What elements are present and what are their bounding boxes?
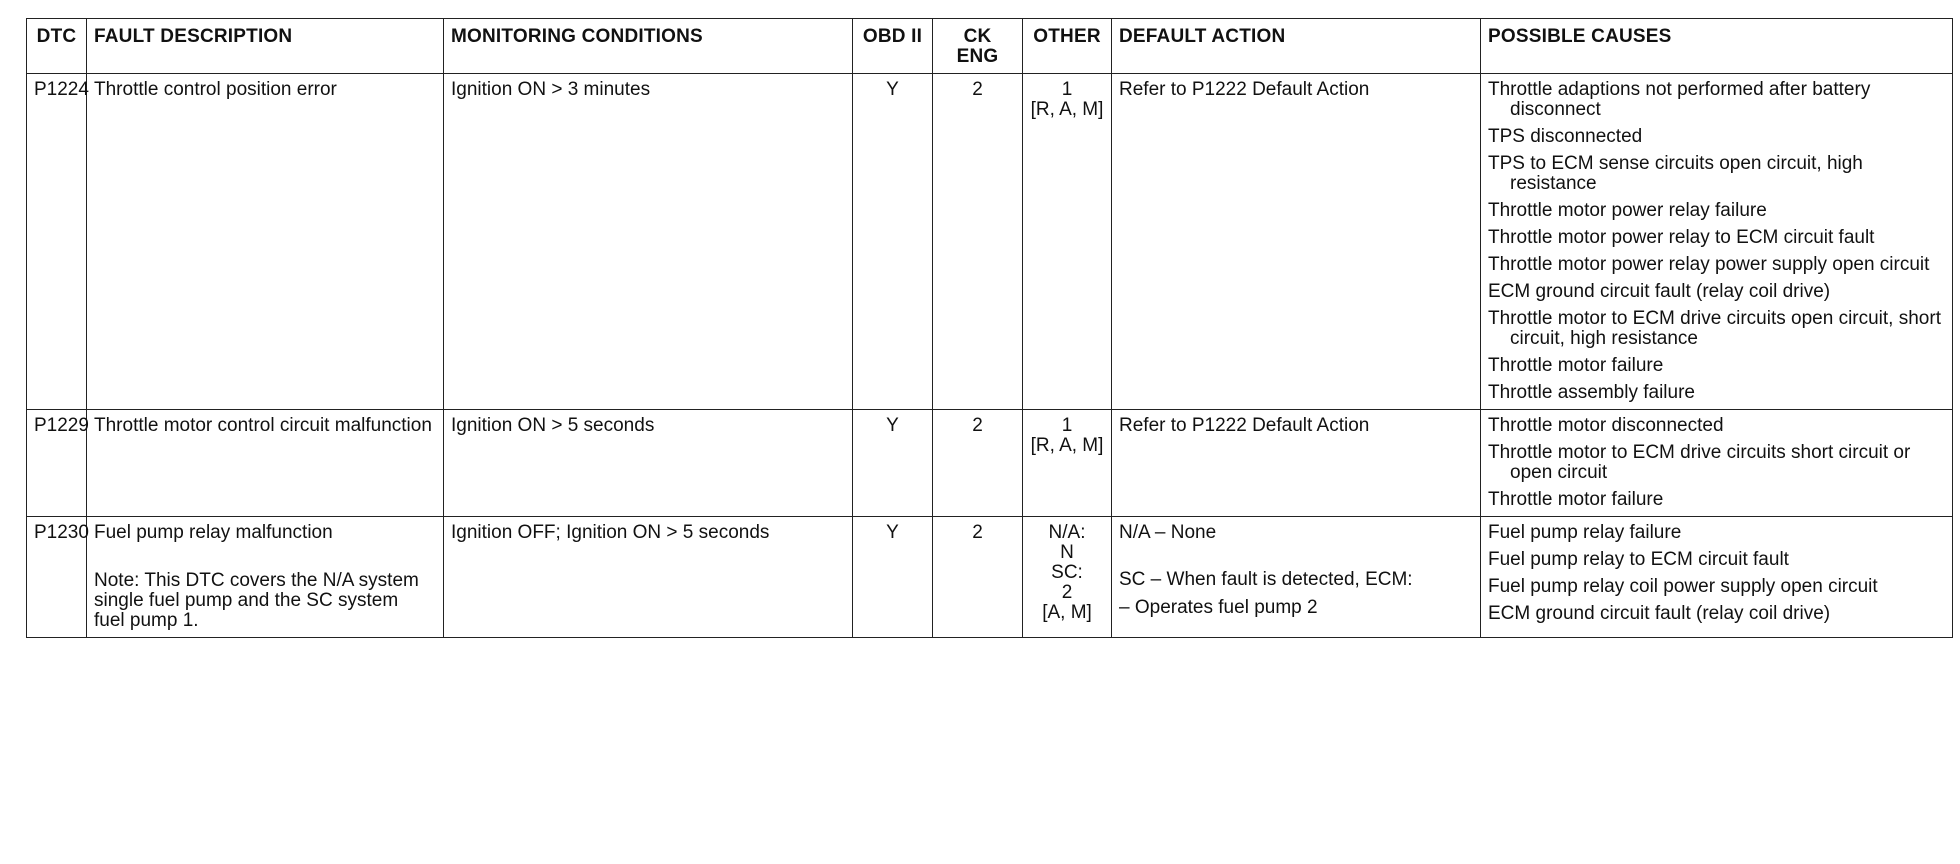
fault-description-cell xyxy=(87,517,444,638)
possible-cause-item: Fuel pump relay coil power supply open circuit xyxy=(1488,576,1878,597)
col-header-monitoring-conditions: MONITORING CONDITIONS xyxy=(444,19,853,74)
ck-eng-cell: 2 xyxy=(933,74,1023,410)
other-value: SC: xyxy=(1051,562,1083,583)
fault-note-text: Note: This DTC covers the N/A system single fuel pump and the SC system fuel pump 1. xyxy=(94,570,419,631)
fault-description-cell xyxy=(87,74,444,410)
dtc-code-cell: P1229 xyxy=(27,410,87,517)
possible-cause-item: ECM ground circuit fault (relay coil drive) xyxy=(1488,281,1831,302)
col-header-fault-description: FAULT DESCRIPTION xyxy=(87,19,444,74)
possible-cause-item: Throttle motor to ECM drive circuits short circuit or open circuit xyxy=(1488,442,1911,483)
possible-cause-item: TPS to ECM sense circuits open circuit, high resistance xyxy=(1488,153,1863,194)
other-value: [R, A, M] xyxy=(1030,435,1104,456)
default-action-cell xyxy=(1112,410,1481,517)
possible-cause-item: Throttle motor failure xyxy=(1488,355,1664,376)
table-row xyxy=(27,74,1953,410)
col-header-dtc: DTC xyxy=(27,19,87,74)
header-row xyxy=(27,19,1953,74)
dtc-code-cell: P1230 xyxy=(27,517,87,638)
col-header-possible-causes: POSSIBLE CAUSES xyxy=(1481,19,1953,74)
other-value: 2 xyxy=(1061,582,1073,603)
col-header-ck-eng: CK ENG xyxy=(933,19,1023,74)
monitoring-conditions-cell: Ignition ON > 5 seconds xyxy=(444,410,853,517)
possible-cause-item: Fuel pump relay failure xyxy=(1488,522,1682,543)
possible-cause-item: Throttle motor failure xyxy=(1488,489,1664,510)
possible-causes-cell xyxy=(1481,410,1953,517)
obd-ii-cell: Y xyxy=(853,74,933,410)
other-value: 1 xyxy=(1061,79,1073,100)
possible-cause-item: Throttle assembly failure xyxy=(1488,382,1695,403)
fault-description-cell xyxy=(87,410,444,517)
monitoring-conditions-cell: Ignition ON > 3 minutes xyxy=(444,74,853,410)
default-action-cell xyxy=(1112,74,1481,410)
dtc-code-cell: P1224 xyxy=(27,74,87,410)
default-action-line: N/A – None xyxy=(1119,522,1217,543)
default-action-line: – Operates fuel pump 2 xyxy=(1119,597,1318,618)
table-row xyxy=(27,517,1953,638)
other-value: N xyxy=(1060,542,1074,563)
possible-cause-item: Throttle motor power relay failure xyxy=(1488,200,1767,221)
monitoring-conditions-cell: Ignition OFF; Ignition ON > 5 seconds xyxy=(444,517,853,638)
possible-cause-item: Throttle motor power relay power supply open circuit xyxy=(1488,254,1930,275)
col-header-default-action: DEFAULT ACTION xyxy=(1112,19,1481,74)
obd-ii-cell: Y xyxy=(853,410,933,517)
fault-description-text: Throttle control position error xyxy=(94,79,337,100)
table-row xyxy=(27,410,1953,517)
ck-eng-cell: 2 xyxy=(933,517,1023,638)
other-cell xyxy=(1023,74,1112,410)
possible-cause-item: Throttle motor power relay to ECM circuit fault xyxy=(1488,227,1875,248)
possible-cause-item: Throttle motor to ECM drive circuits open circuit, short circuit, high resistance xyxy=(1488,308,1941,349)
other-value: N/A: xyxy=(1048,522,1086,543)
possible-cause-item: Fuel pump relay to ECM circuit fault xyxy=(1488,549,1789,570)
other-cell xyxy=(1023,410,1112,517)
possible-cause-item: TPS disconnected xyxy=(1488,126,1643,147)
possible-causes-cell xyxy=(1481,517,1953,638)
col-header-other: OTHER xyxy=(1023,19,1112,74)
default-action-cell xyxy=(1112,517,1481,638)
default-action-line: Refer to P1222 Default Action xyxy=(1119,79,1370,100)
other-value: [R, A, M] xyxy=(1030,99,1104,120)
default-action-line: SC – When fault is detected, ECM: xyxy=(1119,569,1413,590)
fault-description-text: Throttle motor control circuit malfunction xyxy=(94,415,432,436)
fault-description-text: Fuel pump relay malfunction xyxy=(94,522,333,543)
ck-eng-cell: 2 xyxy=(933,410,1023,517)
possible-cause-item: ECM ground circuit fault (relay coil drive) xyxy=(1488,603,1831,624)
dtc-table xyxy=(26,18,1953,638)
other-cell xyxy=(1023,517,1112,638)
possible-causes-cell xyxy=(1481,74,1953,410)
other-value: 1 xyxy=(1061,415,1073,436)
obd-ii-cell: Y xyxy=(853,517,933,638)
other-value: [A, M] xyxy=(1042,602,1092,623)
possible-cause-item: Throttle motor disconnected xyxy=(1488,415,1724,436)
possible-cause-item: Throttle adaptions not performed after battery disconnect xyxy=(1488,79,1871,120)
default-action-line: Refer to P1222 Default Action xyxy=(1119,415,1370,436)
col-header-obd-ii: OBD II xyxy=(853,19,933,74)
